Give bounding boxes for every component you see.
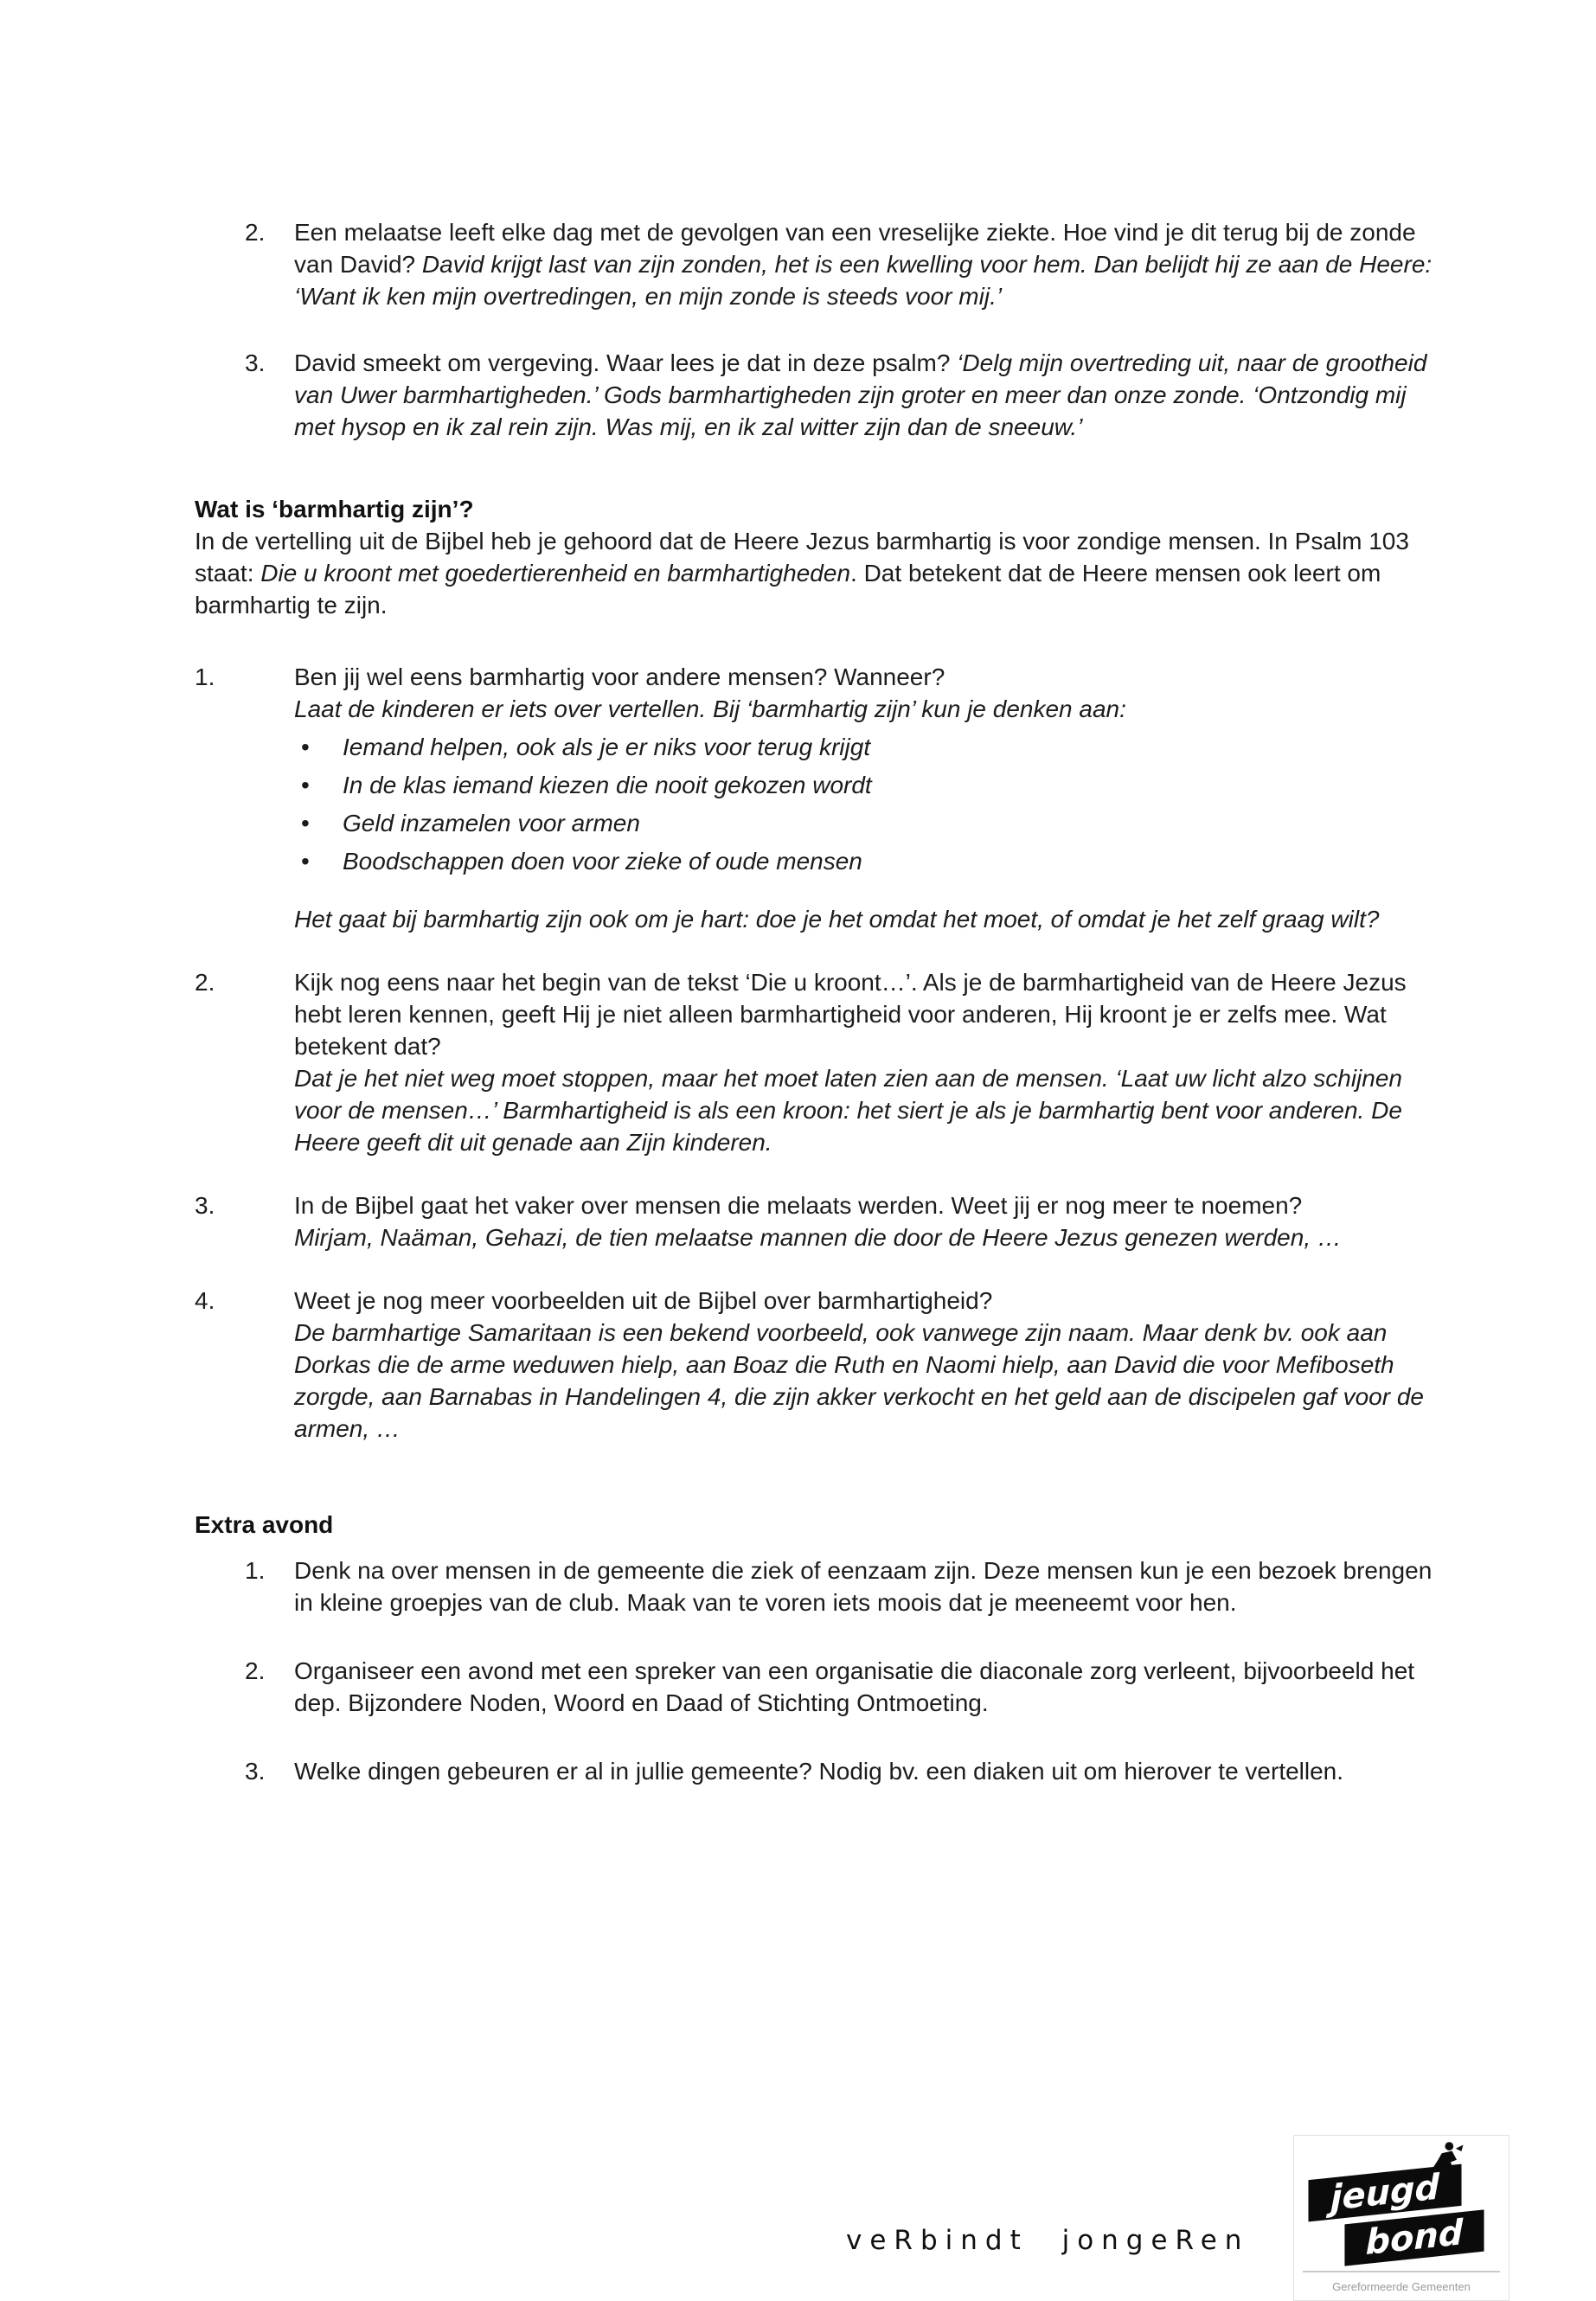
bullet-item — [301, 807, 1436, 839]
question-text: In de Bijbel gaat het vaker over mensen die melaats werden. Weet jij er nog meer te noemen? — [294, 1192, 1303, 1219]
section-heading: Wat is ‘barmhartig zijn’? — [195, 496, 474, 522]
logo-word: jeugd — [1330, 2167, 1439, 2219]
bullet-item — [301, 845, 1436, 877]
item-number: 3. — [245, 349, 266, 376]
jeugdbond-logo — [1293, 2135, 1509, 2301]
item-number: 1. — [245, 1557, 266, 1584]
footer-slogan: veRbindt jongeRen — [846, 2225, 1250, 2256]
list-item — [195, 1554, 1436, 1618]
logo-banner-bond — [1344, 2209, 1484, 2266]
question-number: 1. — [195, 663, 215, 690]
bullet-text: In de klas iemand kiezen die nooit gekozen wordt — [343, 772, 872, 798]
answer-text: ‘Delg mijn overtreding uit, naar de grootheid van Uwer barmhartigheden.’ Gods barmhartigheden zijn groter en meer dan onze zonde. ‘Ontzondig mij met hysop en ik zal rein zijn. Was mij, en ik zal witter zijn dan de sneeuw.’ — [294, 349, 1427, 440]
list-item — [195, 1755, 1436, 1787]
question-number: 2. — [195, 969, 215, 996]
question-text: Kijk nog eens naar het begin van de tekst ‘Die u kroont…’. Als je de barmhartigheid van de Heere Jezus hebt leren kennen, geeft Hij je niet alleen barmhartigheid voor anderen, Hij kroont je er zelfs mee. Wat betekent dat? — [294, 969, 1407, 1060]
item-text — [294, 216, 1436, 312]
answer-text: De barmhartige Samaritaan is een bekend voorbeeld, ook vanwege zijn naam. Maar denk bv. ook aan Dorkas die de arme weduwen hielp, aan Boaz die Ruth en Naomi hielp, aan David die voor Mefiboseth zorgde, aan Barnabas in Handelingen 4, die zijn akker verkocht en het geld aan de discipelen gaf voor de armen, … — [294, 1319, 1424, 1442]
answer-text: Dat je het niet weg moet stoppen, maar het moet laten zien aan de mensen. ‘Laat uw licht alzo schijnen voor de mensen…’ Barmhartigheid is als een kroon: het siert je als je barmhartig bent voor anderen. De Heere geeft dit uit genade aan Zijn kinderen. — [294, 1065, 1402, 1156]
list-item — [195, 1655, 1436, 1719]
question-text: Een melaatse leeft elke dag met de gevolgen van een vreselijke ziekte. Hoe vind je dit terug bij de zonde van David? — [294, 219, 1416, 278]
question-item — [195, 1189, 1436, 1253]
section-intro — [195, 525, 1436, 621]
question-text: Ben jij wel eens barmhartig voor andere mensen? Wanneer? — [294, 663, 945, 690]
question-text: Weet je nog meer voorbeelden uit de Bijbel over barmhartigheid? — [294, 1287, 993, 1314]
item-text — [294, 347, 1436, 443]
answer-text: David krijgt last van zijn zonden, het is een kwelling voor hem. Dan belijdt hij ze aan de Heere: ‘Want ik ken mijn overtredingen, en mijn zonde is steeds voor mij.’ — [294, 251, 1433, 310]
section-heading: Extra avond — [195, 1511, 334, 1538]
question-number: 3. — [195, 1192, 215, 1219]
item-number: 2. — [245, 219, 266, 246]
question-body — [294, 1189, 1436, 1253]
bullet-icon — [301, 769, 343, 801]
logo-divider — [1303, 2271, 1500, 2272]
answer-text: Mirjam, Naäman, Gehazi, de tien melaatse mannen die door de Heere Jezus genezen werden, … — [294, 1224, 1342, 1251]
intro-quote: Die u kroont met goedertierenheid en barmhartigheden — [260, 560, 851, 586]
item-number: 2. — [245, 1657, 266, 1684]
question-number: 4. — [195, 1287, 215, 1314]
logo-banner-jeugd — [1308, 2164, 1461, 2222]
bullet-text: Boodschappen doen voor zieke of oude mensen — [343, 848, 862, 875]
list-item — [195, 347, 1436, 443]
logo-word: bond — [1365, 2212, 1464, 2264]
bullet-list — [294, 731, 1436, 877]
question-body — [294, 661, 1436, 935]
question-item — [195, 661, 1436, 935]
bullet-icon — [301, 807, 343, 839]
list-item — [195, 216, 1436, 312]
bullet-item — [301, 731, 1436, 763]
question-body — [294, 966, 1436, 1158]
bullet-item — [301, 769, 1436, 801]
bullet-icon — [301, 731, 343, 763]
intro-text: In de vertelling uit de Bijbel heb je gehoord dat de Heere Jezus barmhartig is voor zondige mensen. In Psalm 103 staat: — [195, 528, 1409, 586]
answer-note: Het gaat bij barmhartig zijn ook om je hart: doe je het omdat het moet, of omdat je het zelf graag wilt? — [294, 906, 1380, 933]
bullet-text: Iemand helpen, ook als je er niks voor terug krijgt — [343, 734, 871, 760]
item-text: Organiseer een avond met een spreker van een organisatie die diaconale zorg verleent, bijvoorbeeld het dep. Bijzondere Noden, Woord en Daad of Stichting Ontmoeting. — [294, 1657, 1415, 1716]
question-item — [195, 966, 1436, 1158]
answer-intro: Laat de kinderen er iets over vertellen. Bij ‘barmhartig zijn’ kun je denken aan: — [294, 695, 1126, 722]
bullet-icon — [301, 845, 343, 877]
item-number: 3. — [245, 1758, 266, 1785]
logo-caption: Gereformeerde Gemeenten — [1332, 2280, 1471, 2293]
question-body — [294, 1285, 1436, 1445]
question-text: David smeekt om vergeving. Waar lees je dat in deze psalm? — [294, 349, 958, 376]
item-text: Welke dingen gebeuren er al in jullie gemeente? Nodig bv. een diaken uit om hierover te vertellen. — [294, 1758, 1344, 1785]
bullet-text: Geld inzamelen voor armen — [343, 810, 640, 836]
item-text: Denk na over mensen in de gemeente die ziek of eenzaam zijn. Deze mensen kun je een bezoek brengen in kleine groepjes van de club. Maak van te voren iets moois dat je meeneemt voor hen. — [294, 1557, 1433, 1616]
question-item — [195, 1285, 1436, 1445]
intro-text: . Dat betekent dat de Heere mensen ook leert om barmhartig te zijn. — [195, 560, 1381, 619]
